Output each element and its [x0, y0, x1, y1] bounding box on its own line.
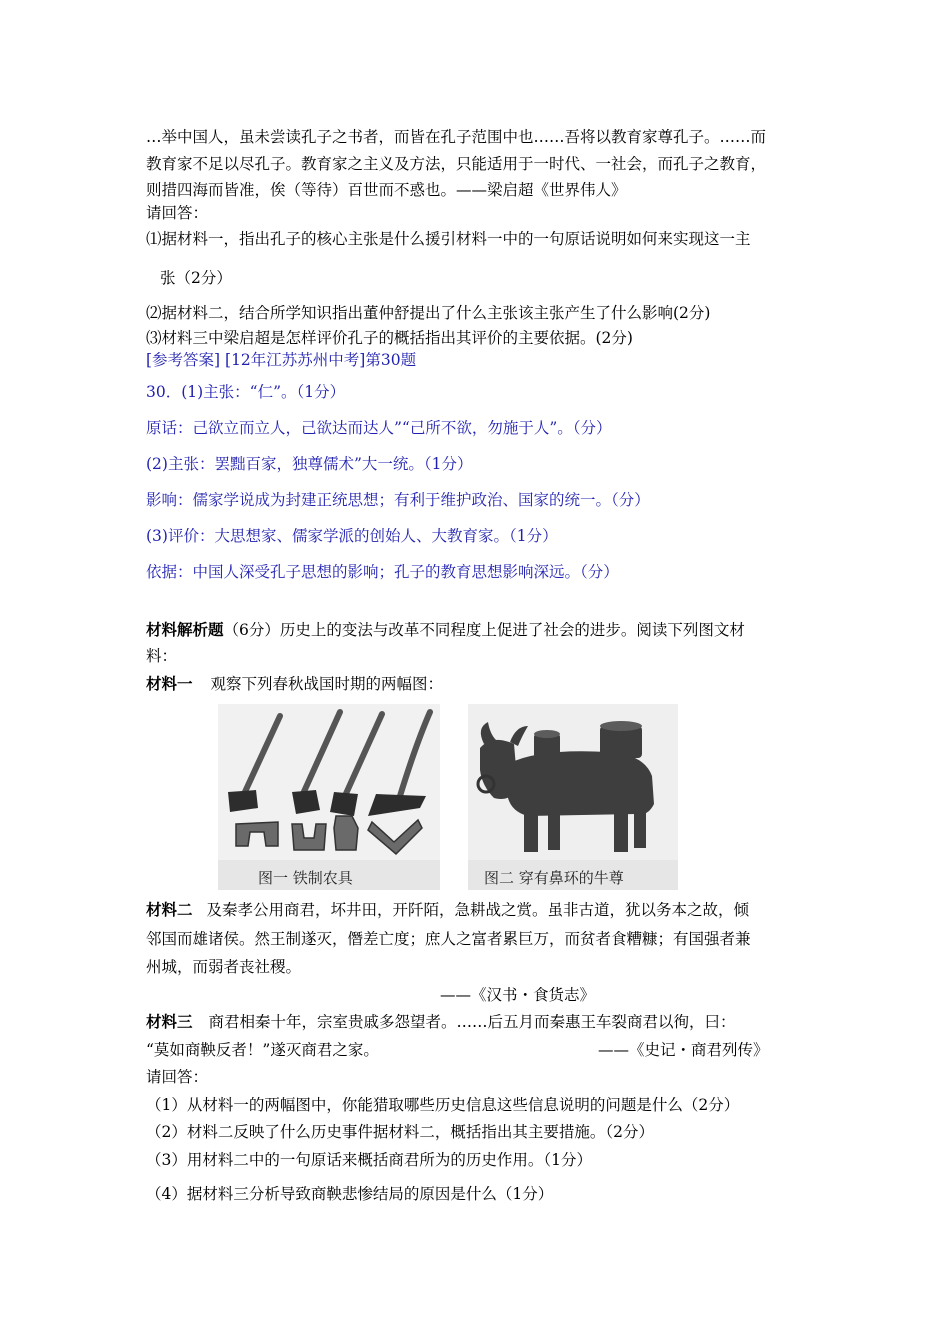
- answer-2-impact: 影响：儒家学说成为封建正统思想；有利于维护政治、国家的统一。（分）: [146, 491, 650, 509]
- material-three-line-2: 教育家不足以尽孔子。教育家之主义及方法，只能适用于一时代、一社会，而孔子之教育，: [146, 155, 767, 173]
- figure-2-caption: 图二 穿有鼻环的牛尊: [484, 869, 624, 887]
- question-1-cont: 张（2分）: [160, 269, 232, 287]
- material-three-b-line-2: “莫如商鞅反者！”遂灭商君之家。: [146, 1041, 379, 1059]
- section-title: [146, 620, 745, 640]
- answer-1: 30．(1)主张：“仁”。（1分）: [146, 383, 346, 401]
- section-question-3: （3）用材料二中的一句原话来概括商君所为的历史作用。（1分）: [146, 1151, 592, 1169]
- material-three-b-line-1: [146, 1012, 736, 1032]
- material-two-text-1: 及秦孝公用商君，坏井田，开阡陌，急耕战之赏。虽非古道，犹以务本之故，倾: [206, 901, 750, 919]
- question-2: ⑵据材料二，结合所学知识指出董仲舒提出了什么主张该主张产生了什么影响(2分): [146, 304, 711, 322]
- answer-3: (3)评价：大思想家、儒家学派的创始人、大教育家。（1分）: [146, 527, 558, 545]
- material-two-line-2: 邻国而雄诸侯。然王制遂灭，僭差亡度；庶人之富者累巨万，而贫者食糟糠；有国强者兼: [146, 930, 751, 948]
- section-question-2: （2）材料二反映了什么历史事件据材料二，概括指出其主要措施。（2分）: [146, 1123, 654, 1141]
- material-three-text-1: 商君相秦十年，宗室贵戚多怨望者。……后五月而秦惠王车裂商君以徇，曰：: [208, 1013, 736, 1031]
- section-question-prompt: 请回答：: [146, 1068, 209, 1086]
- section-title-cont: 料：: [146, 647, 178, 665]
- material-two-line-3: 州城，而弱者丧社稷。: [146, 958, 302, 976]
- material-one: [146, 674, 443, 694]
- question-prompt: 请回答：: [146, 204, 209, 222]
- question-1: ⑴据材料一，指出孔子的核心主张是什么援引材料一中的一句原话说明如何来实现这一主: [146, 230, 751, 248]
- question-3: ⑶材料三中梁启超是怎样评价孔子的概括指出其评价的主要依据。(2分): [146, 329, 633, 347]
- ox-zun-illustration: [468, 704, 678, 890]
- material-one-text: 观察下列春秋战国时期的两幅图：: [210, 675, 444, 693]
- material-three-source: ——《史记・商君列传》: [598, 1041, 769, 1059]
- material-three-line-1: …举中国人，虽未尝读孔子之书者，而皆在孔子范围中也……吾将以教育家尊孔子。……而: [146, 128, 767, 146]
- section-title-rest: （6分）历史上的变法与改革不同程度上促进了社会的进步。阅读下列图文材: [223, 621, 745, 639]
- material-three-line-3: 则措四海而皆准，俟（等待）百世而不惑也。——梁启超《世界伟人》: [146, 181, 627, 199]
- material-two-source: ——《汉书・食货志》: [440, 986, 596, 1004]
- figure-iron-tools: [218, 704, 440, 890]
- material-two-line-1: [146, 900, 749, 920]
- figure-ox-zun: [468, 704, 678, 890]
- material-two-label: 材料二: [146, 900, 193, 919]
- iron-tools-illustration: [218, 704, 440, 890]
- answer-3-basis: 依据：中国人深受孔子思想的影响；孔子的教育思想影响深远。（分）: [146, 563, 619, 581]
- section-title-bold: 材料解析题: [146, 620, 224, 639]
- section-question-1: （1）从材料一的两幅图中，你能猎取哪些历史信息这些信息说明的问题是什么（2分）: [146, 1096, 740, 1114]
- reference-answer-header: [参考答案] [12年江苏苏州中考]第30题: [146, 351, 417, 369]
- answer-1-quote: 原话：己欲立而立人，己欲达而达人”“己所不欲，勿施于人”。（分）: [146, 419, 612, 437]
- section-question-4: （4）据材料三分析导致商鞅悲惨结局的原因是什么（1分）: [146, 1185, 554, 1203]
- material-one-label: 材料一: [146, 674, 193, 693]
- answer-2: (2)主张：罢黜百家，独尊儒术”大一统。（1分）: [146, 455, 473, 473]
- material-three-label: 材料三: [146, 1012, 193, 1031]
- figure-1-caption: 图一 铁制农具: [258, 869, 353, 887]
